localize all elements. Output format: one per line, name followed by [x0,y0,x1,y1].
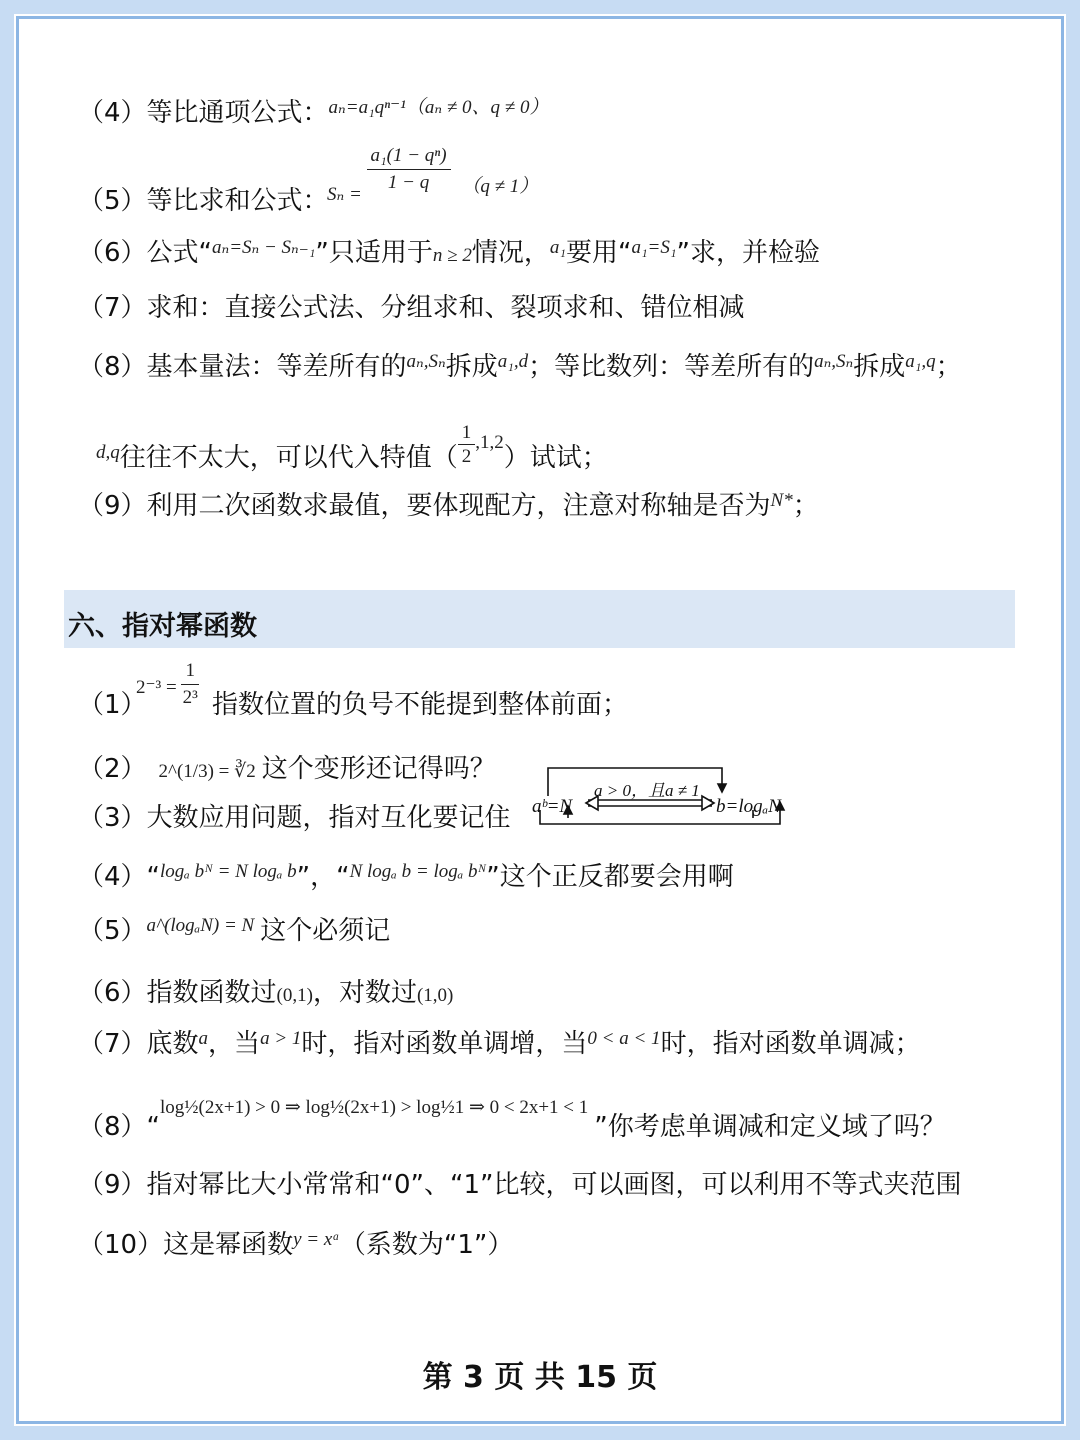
line-4-label: （4）等比通项公式： [78,98,329,128]
item-1-formula: 2⁻³ = $\frac{1}{\text{2³}}$ [136,660,198,708]
line-6: （6）公式“$^{a_n=S_n - S_{n-1}}$”只适用于n ≥ 2情况，$^{a_1}$要用“$^{a_1=S_1}$”求，并检验 [78,237,820,268]
item-5: $(5)^{a\^{}(log_aN) = N}$ 这个必须记 [78,915,391,946]
half-fraction: $\frac{1}{2}$ [458,423,476,466]
item-7: （7）底数$^a$，当$^{a > 1}$时，指对函数单调增，当$^{0 < a < 1}$时，指对函数单调减； [78,1028,921,1059]
item-2: （2） 2^(1/3) = ∛2 这个变形还记得吗？ [78,754,496,784]
sum-formula: Sₙ = $\frac{\text{a₁(1 − qⁿ)}}{1 - q}$ （q ≠ 1） [327,145,539,205]
line-8: （8）基本量法：等差所有的$^{a_n,S_n}$拆成$^{a_1,d}$；等比数列：等差所有的$^{a_n,S_n}$拆成$^{a_1,q}$； [78,351,962,382]
item-1: （1） [78,690,147,720]
diagram-left: aᵇ=N [532,796,573,817]
diagram-right: b=logₐN [716,796,781,817]
page-footer: 第 3 页 共 15 页 [422,1360,658,1395]
item-1-text: 指数位置的负号不能提到整体前面； [212,690,629,720]
item-9: （9）指对幂比大小常常和“0”、“1”比较，可以画图，可以利用不等式夹范围 [78,1170,962,1200]
line-9: （9）利用二次函数求最值，要体现配方，注意对称轴是否为$^{N*}$； [78,490,819,521]
section-title: 六、指对幂函数 [68,611,257,642]
item-10: （10）这是幂函数$^{y = xᵃ}$（系数为“1”） [78,1229,514,1260]
line-5-label: （5）等比求和公式： [78,186,329,216]
item-3: （3）大数应用问题，指对互化要记住 [78,803,511,833]
line-4 [78,97,549,128]
item-6: （6）指数函数过(0,1)，对数过(1,0) [78,978,454,1008]
line-5 [78,188,329,214]
line-8b: $^{d,q}$往往不太大，可以代入特值（ $\frac{1}{2}$ $^{,1,2}$）试试； [96,422,608,473]
item-8: （8）“$^{log\frac{1}{2}(2x+1) > 0 \Rightarrow log\frac{1}{2}(2x+1) > log\frac{1}{2}1 \Rightarrow 0 < 2x+1 < 1}$”你考虑单调减和定义域了吗？ [78,1097,946,1142]
sum-fraction: $\frac{\text{a₁(1 − qⁿ)}}{1 - q}$ [367,145,451,194]
line-7: （7）求和：直接公式法、分组求和、裂项求和、错位相减 [78,293,745,323]
line-4-formula: aₙ=a₁qⁿ⁻¹（aₙ ≠ 0、q ≠ 0） [328,97,549,118]
item-4: （4）“$^{log_a bᴺ = N log_a b}$”，“$^{N log_a b = log_a bᴺ}$”这个正反都要会用啊 [78,861,734,892]
log-conversion-diagram [526,760,796,828]
diagram-condition: a > 0，且a ≠ 1 [594,781,700,800]
item-8-formula: log½(2x+1) > 0 ⇒ log½(2x+1) > log½1 ⇒ 0 < 2x+1 < 1 [160,1097,589,1118]
page-border-inner [16,16,1064,1424]
